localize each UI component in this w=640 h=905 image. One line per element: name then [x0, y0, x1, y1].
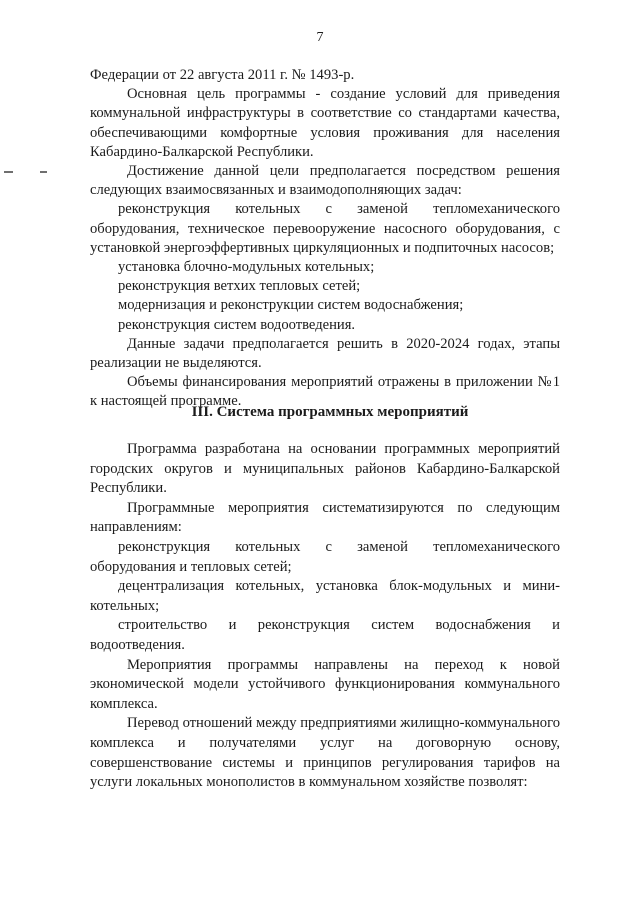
- list-item: реконструкция котельных с заменой тепломеханического оборудования и тепловых сетей;: [90, 538, 560, 575]
- list-item: реконструкция систем водоотведения.: [118, 316, 356, 333]
- list-item: строительство и реконструкция систем водоснабжения и водоотведения.: [90, 617, 560, 653]
- list-item: реконструкция котельных с заменой тепломеханического оборудования, техническое перевооружение насосного оборудования, с установкой энергоэффертивных циркуляционных и подпиточных насосов;: [90, 201, 560, 256]
- paragraph: Достижение данной цели предполагается посредством решения следующих взаимосвязанных и взаимодополняющих задач:: [90, 163, 560, 199]
- paragraph: Программа разработана на основании программных мероприятий городских округов и муниципальных районов Кабардино-Балкарской Республики.: [90, 441, 560, 497]
- paragraph: Мероприятия программы направлены на переход к новой экономической модели устойчивого функционирования коммунального комплекса.: [90, 656, 560, 712]
- page-number: 7: [316, 30, 324, 45]
- list-item: реконструкция ветхих тепловых сетей;: [118, 278, 361, 295]
- scan-artifact-dash: [40, 171, 47, 173]
- paragraph: Программные мероприятия систематизируются по следующим направлениям:: [90, 499, 560, 536]
- paragraph: Федерации от 22 августа 2011 г. № 1493-р.: [90, 67, 355, 83]
- list-item: децентрализация котельных, установка блок-модульных и мини-котельных;: [90, 578, 560, 614]
- list-item: установка блочно-модульных котельных;: [118, 259, 375, 276]
- body-section-2: [90, 440, 560, 793]
- paragraph: Объемы финансирования мероприятий отражены в приложении №1 к настоящей программе.: [90, 374, 560, 410]
- scan-artifact-dash: [4, 171, 13, 173]
- section-heading: III. Система программных мероприятий: [191, 404, 469, 420]
- list-item: модернизация и реконструкции систем водоснабжения;: [118, 297, 464, 314]
- paragraph: Основная цель программы - создание условий для приведения коммунальной инфраструктуры в соответствие со стандартами качества, обеспечивающими комфортные условия проживания для населения Кабардино-Балкарской Республики.: [90, 86, 560, 160]
- paragraph: Данные задачи предполагается решить в 2020-2024 годах, этапы реализации не выделяются.: [90, 335, 560, 372]
- paragraph: Перевод отношений между предприятиями жилищно-коммунального комплекса и получателями услуг на договорную основу, совершенствование системы и принципов регулирования тарифов на услуги локальных монополистов в коммунальном хозяйстве позволят:: [90, 715, 560, 791]
- body-section-1: [90, 66, 560, 412]
